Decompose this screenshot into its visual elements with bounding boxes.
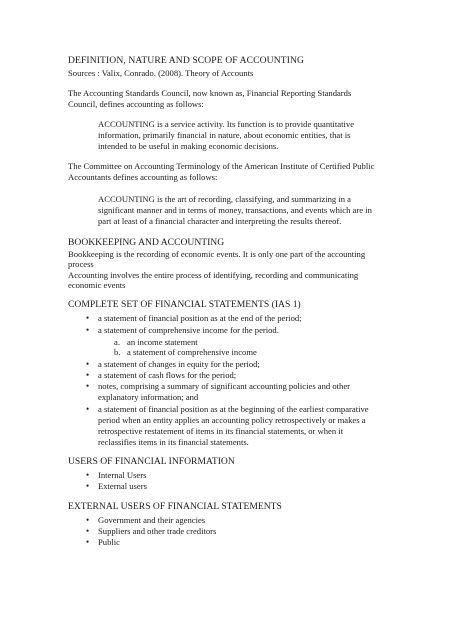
quote-line: ACCOUNTING is the art of recording, classifying, and summarizing in a bbox=[98, 194, 351, 204]
list-item: • a statement of comprehensive income for the period. bbox=[98, 325, 279, 335]
paragraph-line: process bbox=[68, 259, 94, 269]
list-item: • Suppliers and other trade creditors bbox=[98, 526, 216, 536]
paragraph-line: Bookkeeping is the recording of economic events. It is only one part of the accounting bbox=[68, 249, 366, 259]
quote-line: ACCOUNTING is a service activity. Its function is to provide quantitative bbox=[98, 119, 355, 129]
section-heading: EXTERNAL USERS OF FINANCIAL STATEMENTS bbox=[68, 501, 282, 512]
paragraph-line: The Committee on Accounting Terminology of the American Institute of Certified Public bbox=[68, 161, 375, 171]
list-item: • a statement of changes in equity for the period; bbox=[98, 359, 260, 369]
list-item: • External users bbox=[98, 481, 147, 491]
sublist-marker: a. bbox=[114, 337, 120, 347]
sublist-item bbox=[114, 337, 198, 347]
quote-line: intended to be useful in making economic decisions. bbox=[98, 141, 279, 151]
list-item-continuation: retrospective restatement of items in its financial statements, or when it bbox=[98, 426, 344, 436]
list-item: • Government and their agencies bbox=[98, 515, 205, 525]
sublist-text: an income statement bbox=[127, 337, 198, 347]
list-item: • Public bbox=[98, 537, 120, 547]
sources-line: Sources : Valix, Conrado. (2008). Theory of Accounts bbox=[68, 68, 254, 78]
paragraph-line: Accountants defines accounting as follows: bbox=[68, 172, 218, 182]
list-item: • a statement of financial position as at the beginning of the earliest comparative bbox=[98, 404, 369, 414]
section-heading: USERS OF FINANCIAL INFORMATION bbox=[68, 456, 235, 467]
section-heading: COMPLETE SET OF FINANCIAL STATEMENTS (IAS 1) bbox=[68, 299, 301, 310]
sublist-marker: b. bbox=[114, 347, 121, 357]
quote-line: information, primarily financial in nature, about economic entities, that is bbox=[98, 130, 351, 140]
paragraph-line: The Accounting Standards Council, now known as, Financial Reporting Standards bbox=[68, 88, 352, 98]
list-item-continuation: explanatory information; and bbox=[98, 392, 199, 402]
list-item: • a statement of financial position as at the end of the period; bbox=[98, 313, 302, 323]
list-item-continuation: period when an entity applies an accounting policy retrospectively or makes a bbox=[98, 415, 366, 425]
list-item: • notes, comprising a summary of significant accounting policies and other bbox=[98, 381, 350, 391]
sublist-item bbox=[114, 347, 257, 357]
paragraph-line: economic events bbox=[68, 280, 126, 290]
paragraph-line: Accounting involves the entire process of identifying, recording and communicating bbox=[68, 270, 359, 280]
quote-line: part at least of a financial character and interpreting the results thereof. bbox=[98, 216, 342, 226]
sublist-text: a statement of comprehensive income bbox=[127, 347, 257, 357]
section-heading: BOOKKEEPING AND ACCOUNTING bbox=[68, 237, 225, 248]
list-item-continuation: reclassifies items in its financial statements. bbox=[98, 437, 249, 447]
quote-line: significant manner and in terms of money, transactions, and events which are in bbox=[98, 205, 372, 215]
list-item: • a statement of cash flows for the period; bbox=[98, 370, 236, 380]
list-item: • Internal Users bbox=[98, 470, 146, 480]
page-title: DEFINITION, NATURE AND SCOPE OF ACCOUNTING bbox=[68, 55, 305, 66]
paragraph-line: Council, defines accounting as follows: bbox=[68, 99, 204, 109]
